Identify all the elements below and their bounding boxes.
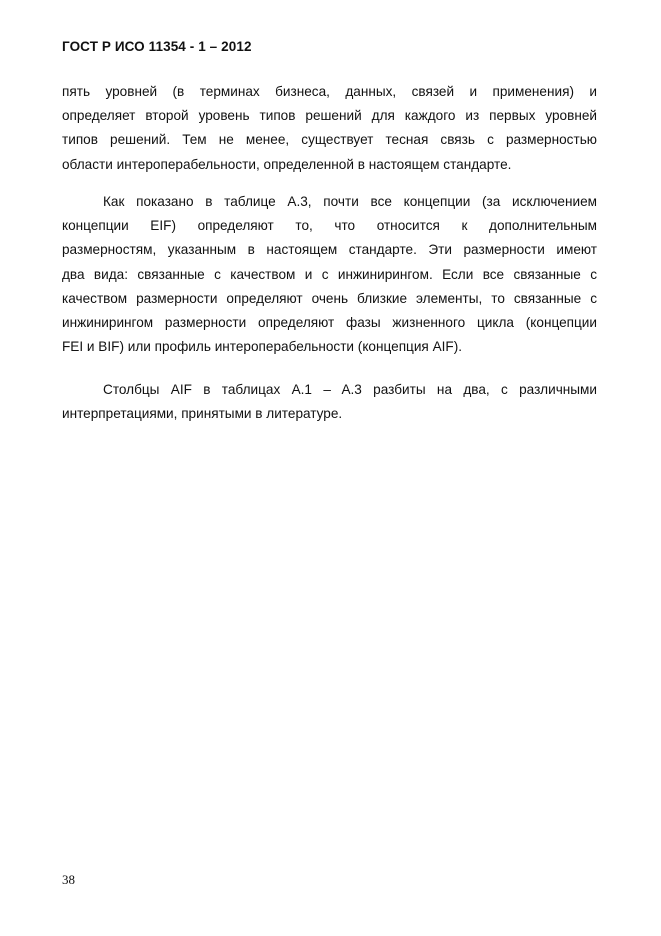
paragraph-line: определяет второй уровень типов решений для каждого из первых уровней	[62, 108, 597, 124]
paragraph-1	[62, 80, 597, 177]
paragraph-line: FEI и BIF) или профиль интероперабельности (концепция AIF).	[62, 339, 463, 355]
paragraph-line: Как показано в таблице A.3, почти все концепции (за исключением	[103, 194, 597, 209]
paragraph-line: инжинирингом размерности определяют фазы жизненного цикла (концепции	[62, 315, 597, 331]
paragraph-line: размерностям, указанным в настоящем стандарте. Эти размерности имеют	[62, 242, 597, 258]
paragraph-2	[62, 190, 597, 359]
paragraph-line: два вида: связанные с качеством и с инжинирингом. Если все связанные с	[62, 266, 597, 282]
paragraph-line: Столбцы AIF в таблицах A.1 – A.3 разбиты на два, с различными	[103, 382, 597, 397]
paragraph-line: области интероперабельности, определенной в настоящем стандарте.	[62, 156, 512, 172]
paragraph-line: интерпретациями, принятыми в литературе.	[62, 406, 343, 422]
page-number: 38	[62, 872, 75, 887]
paragraph-line: типов решений. Тем не менее, существует тесная связь с размерностью	[62, 132, 597, 148]
paragraph-line: качеством размерности определяют очень близкие элементы, то связанные с	[62, 290, 597, 306]
paragraph-3	[62, 378, 597, 426]
document-header: ГОСТ Р ИСО 11354 - 1 – 2012	[62, 39, 252, 54]
paragraph-line: концепции EIF) определяют то, что относится к дополнительным	[62, 218, 597, 234]
paragraph-line: пять уровней (в терминах бизнеса, данных, связей и применения) и	[62, 84, 597, 99]
